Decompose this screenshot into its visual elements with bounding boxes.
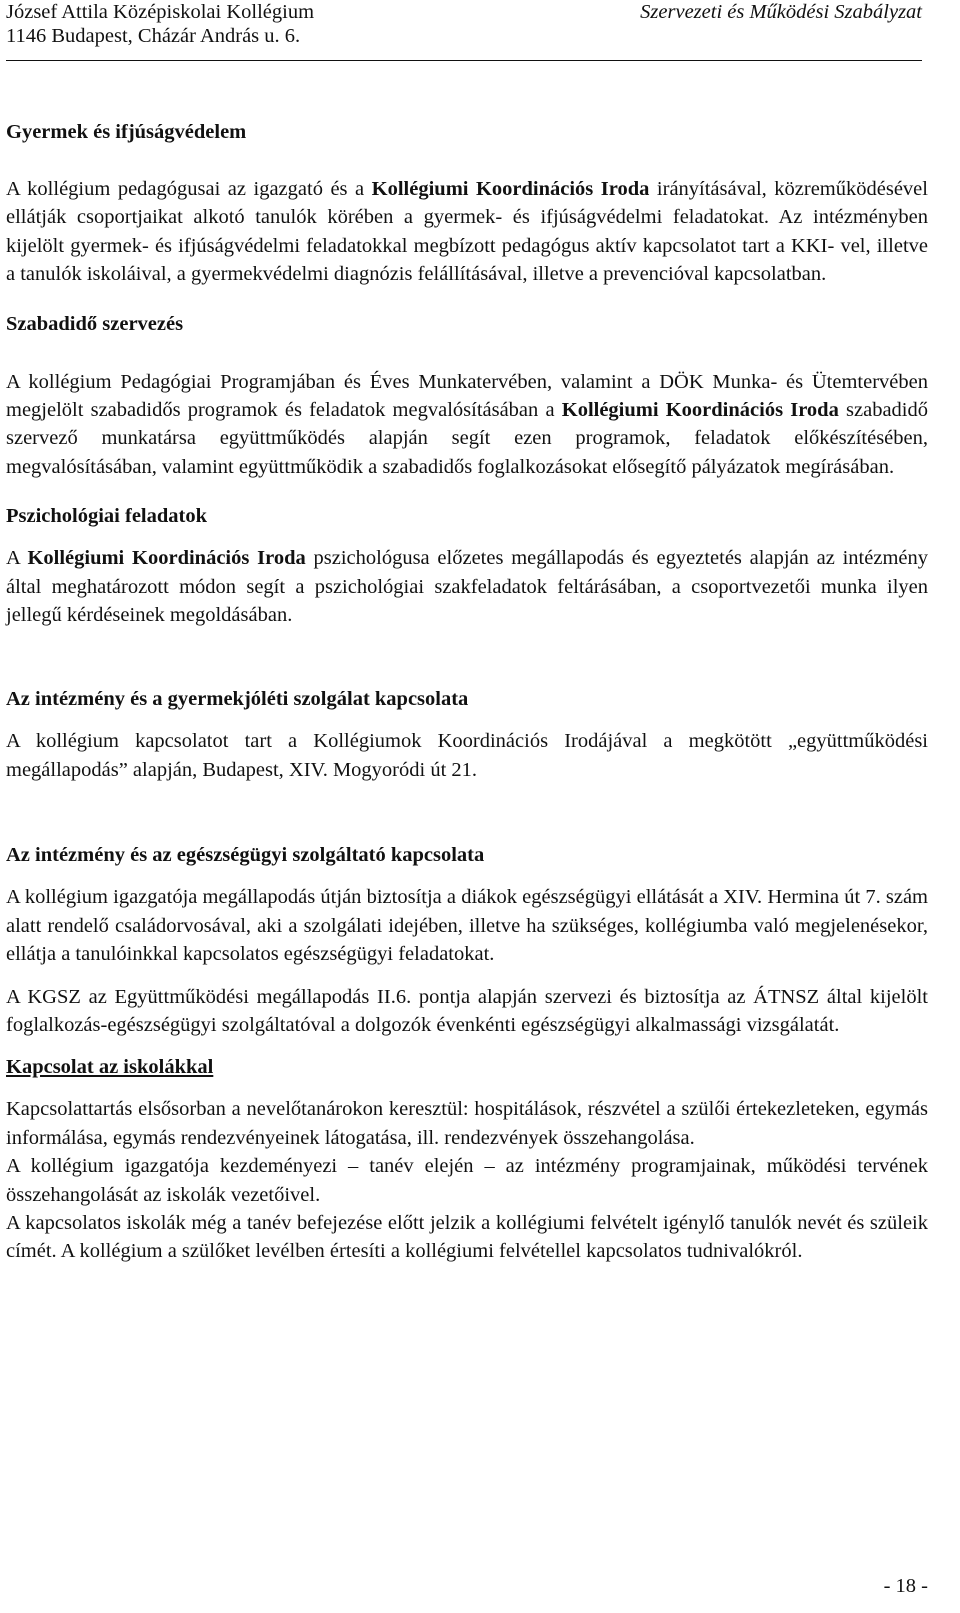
text-fragment: szabadidő szervező munkatársa együttműködés alapján segít ezen programok, feladatok előkészítésében, megvalósításában, valamint együttműködik a szabadidős foglalkozásokat elősegítő pályázatok megírásában.	[6, 399, 928, 478]
paragraph-schools-3: A kapcsolatos iskolák még a tanév befejezése előtt jelzik a kollégiumi felvételt igénylő tanulók nevét és szüleik címét. A kollégium a szülőket levélben értesíti a kollégiumi felvétellel kapcsolatos tudnivalókról.	[6, 1211, 928, 1263]
heading-health: Az intézmény és az egészségügyi szolgáltató kapcsolata	[6, 844, 485, 867]
institution-address: 1146 Budapest, Cházár András u. 6.	[6, 25, 301, 47]
text-fragment: A kollégium Pedagógiai Programjában és Éves Munkatervében, valamint a DÖK Munka- és Ütemtervében megjelölt szabadidős programok és feladatok megvalósításában a	[6, 370, 928, 422]
header-rule	[6, 60, 922, 61]
paragraph-schools-1: Kapcsolattartás elsősorban a nevelőtanárokon keresztül: hospitálások, részvétel a szülői értekezleteken, egymás informálása, egymás rendezvényeinek látogatása, ill. rendezvények összehangolása.	[6, 1098, 928, 1149]
page-number: - 18 -	[883, 1575, 928, 1597]
paragraph-child-protection	[6, 175, 928, 289]
paragraph-schools-2: A kollégium igazgatója kezdeményezi – tanév elején – az intézmény programjainak, működési tervének összehangolását az iskolák vezetőivel.	[6, 1155, 928, 1206]
text-fragment: pszichológusa előzetes megállapodás és egyeztetés alapján az intézmény által meghatározott módon segít a pszichológiai szakfeladatok feltárásában, a csoportvezetői munka ilyen jellegű kérdéseinek megoldásában.	[6, 547, 928, 627]
text-fragment: A kollégium pedagógusai az igazgató és a	[6, 178, 372, 200]
bold-org-name: Kollégiumi Koordinációs Iroda	[27, 547, 306, 570]
heading-psychology: Pszichológiai feladatok	[6, 505, 208, 528]
text-fragment: A	[6, 547, 28, 570]
heading-leisure: Szabadidő szervezés	[6, 312, 184, 335]
header-left	[6, 0, 314, 48]
heading-schools: Kapcsolat az iskolákkal	[6, 1056, 214, 1079]
institution-name: József Attila Középiskolai Kollégium	[6, 1, 315, 23]
heading-child-protection: Gyermek és ifjúságvédelem	[6, 121, 247, 143]
paragraph-psychology	[6, 544, 928, 629]
text-fragment: irányításával, közreműködésével ellátják csoportjaikat alkotó tanulók körében a gyermek- és ifjúságvédelmi feladatokat. Az intézményben kijelölt gyermek- és ifjúságvédelmi feladatokkal megbízott pedagógus aktív kapcsolatot tart a KKI- vel, illetve a tanulók iskoláival, a gyermekvédelmi diagnózis felállításával, illetve a prevencióval kapcsolatban.	[6, 178, 928, 286]
page-header	[6, 0, 922, 62]
bold-org-name: Kollégiumi Koordinációs Iroda	[371, 178, 650, 200]
paragraph-leisure	[6, 368, 928, 482]
page-content	[6, 118, 928, 1266]
paragraph-health-1: A kollégium igazgatója megállapodás útján biztosítja a diákok egészségügyi ellátását a XIV. Hermina út 7. szám alatt rendelő családorvosával, aki a szolgálati idejében, illetve ha szükséges, kollégiumba való megjelenésekor, ellátja a tanulóinkkal kapcsolatos egészségügyi feladatokat.	[6, 886, 928, 966]
paragraph-child-welfare: A kollégium kapcsolatot tart a Kollégiumok Koordinációs Irodájával a megkötött „együttműködési megállapodás” alapján, Budapest, XIV. Mogyoródi út 21.	[6, 730, 928, 781]
bold-org-name: Kollégiumi Koordinációs Iroda	[561, 399, 839, 422]
document-title: Szervezeti és Működési Szabályzat	[640, 1, 922, 23]
paragraph-health-2: A KGSZ az Együttműködési megállapodás II.6. pontja alapján szervezi és biztosítja az ÁTNSZ által kijelölt foglalkozás-egészségügyi szolgáltatóval a dolgozók évenkénti egészségügyi alkalmassági vizsgálatát.	[6, 985, 928, 1036]
heading-child-welfare: Az intézmény és a gyermekjóléti szolgálat kapcsolata	[6, 688, 469, 711]
